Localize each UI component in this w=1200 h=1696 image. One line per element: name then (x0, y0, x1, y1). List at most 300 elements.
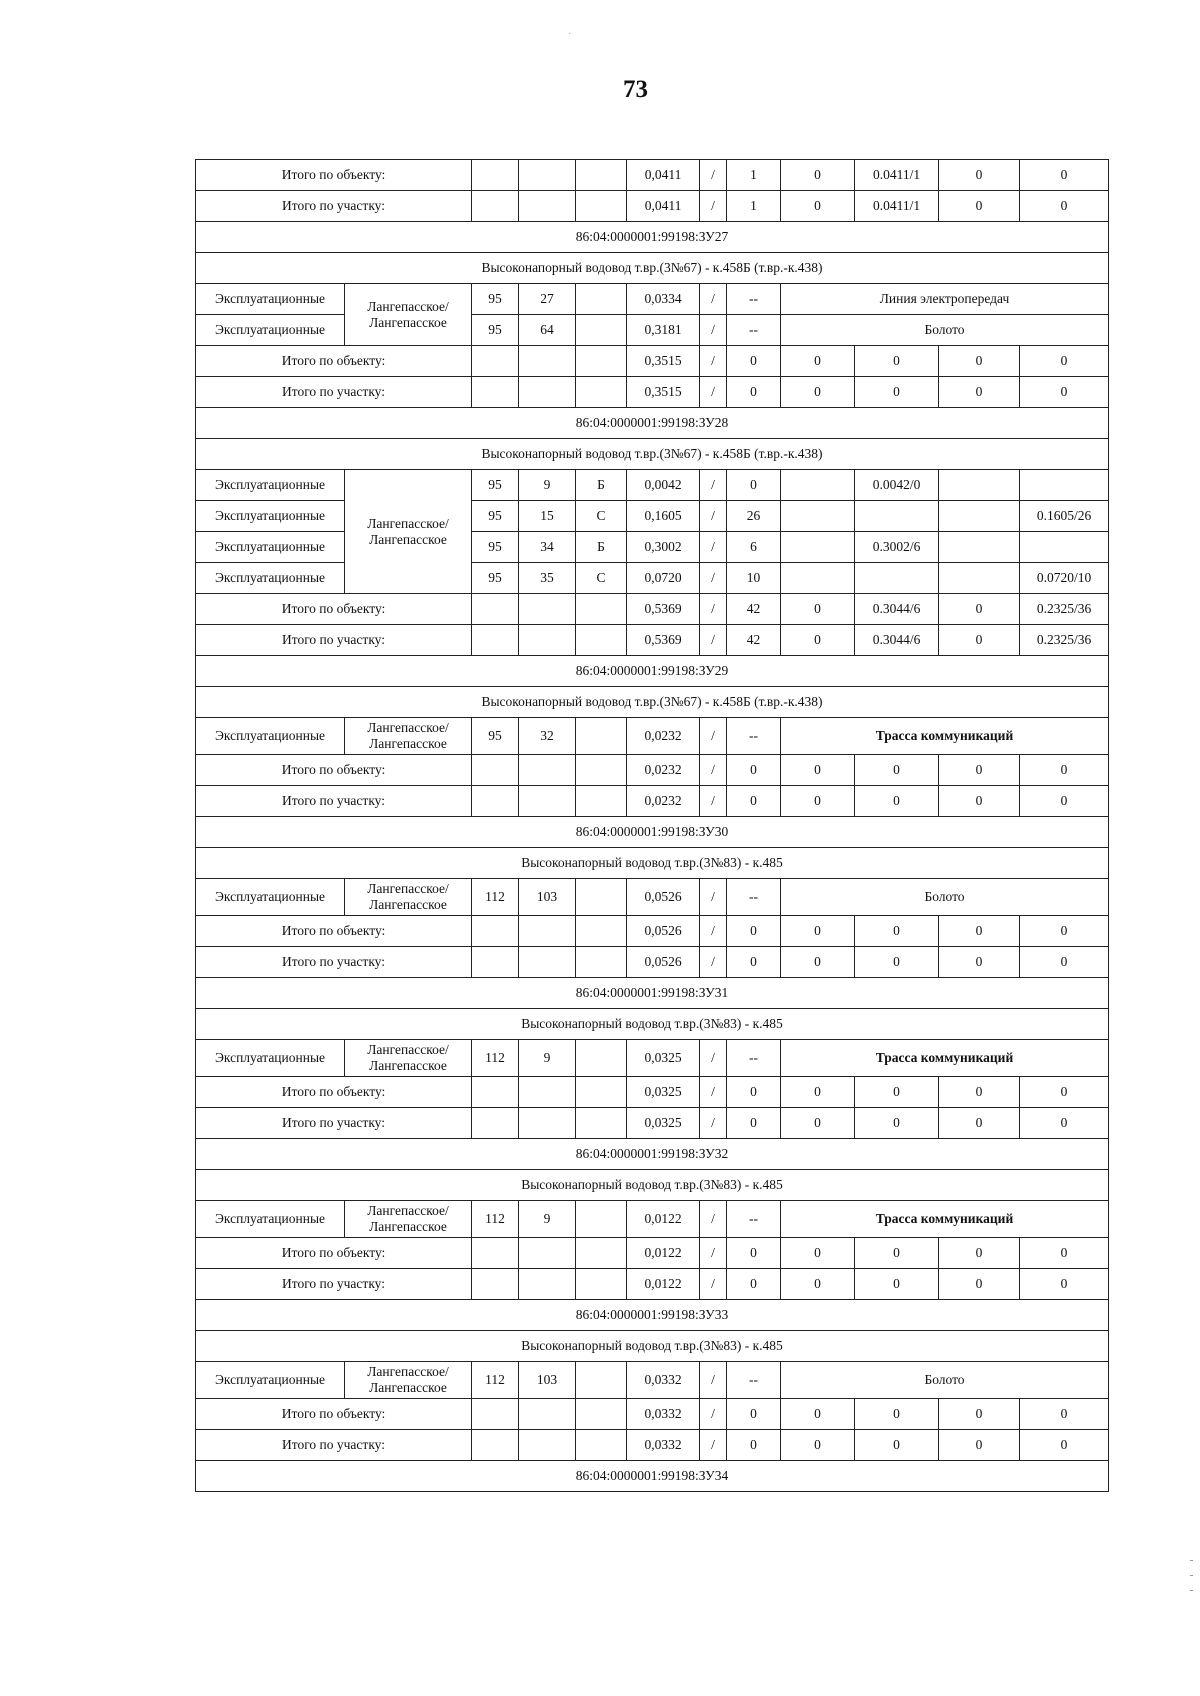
table-row (196, 563, 1109, 594)
district-cell: Лангепасское/ Лангепасское (345, 1201, 472, 1238)
slash-cell: / (700, 786, 727, 817)
total-label: Итого по объекту: (196, 755, 472, 786)
use-type-cell: Эксплуатационные (196, 879, 345, 916)
slash-cell: / (700, 284, 727, 315)
total-label: Итого по участку: (196, 1108, 472, 1139)
col4-cell: 0 (1020, 916, 1109, 947)
band-text: Высоконапорный водовод т.вр.(3№67) - к.458Б (т.вр.-к.438) (196, 687, 1109, 718)
col3-cell: 0 (939, 377, 1020, 408)
vyd-cell: 64 (519, 315, 576, 346)
area-cell: 0,0526 (627, 947, 700, 978)
area-cell: 0,3515 (627, 377, 700, 408)
use-type-cell: Эксплуатационные (196, 1362, 345, 1399)
slash-cell: / (700, 563, 727, 594)
table-row (196, 1201, 1109, 1238)
band-text: 86:04:0000001:99198:ЗУ34 (196, 1461, 1109, 1492)
col4-cell: 0 (1020, 1238, 1109, 1269)
vyd-cell: 103 (519, 1362, 576, 1399)
total-label: Итого по участку: (196, 625, 472, 656)
col1-cell: 0 (781, 947, 855, 978)
count-cell: 42 (727, 625, 781, 656)
vyd-cell (519, 1430, 576, 1461)
vyd-cell (519, 755, 576, 786)
table-body (196, 160, 1109, 1492)
col2-cell: 0.3044/6 (855, 625, 939, 656)
slash-cell: / (700, 346, 727, 377)
col1-cell: 0 (781, 191, 855, 222)
band-text: 86:04:0000001:99198:ЗУ30 (196, 817, 1109, 848)
col2-cell: 0 (855, 786, 939, 817)
area-cell: 0,0332 (627, 1362, 700, 1399)
col3-cell: 0 (939, 1077, 1020, 1108)
vyd-cell: 103 (519, 879, 576, 916)
total-row (196, 377, 1109, 408)
count-cell: -- (727, 284, 781, 315)
col1-cell (781, 501, 855, 532)
slash-cell: / (700, 1238, 727, 1269)
page-number: 73 (623, 76, 648, 103)
col4-cell: 0.2325/36 (1020, 625, 1109, 656)
col4-cell: 0.0720/10 (1020, 563, 1109, 594)
col2-cell: 0 (855, 916, 939, 947)
count-cell: 0 (727, 1399, 781, 1430)
note-cell: Линия электропередач (781, 284, 1109, 315)
count-cell: 0 (727, 755, 781, 786)
use-type-cell: Эксплуатационные (196, 1040, 345, 1077)
count-cell: -- (727, 1201, 781, 1238)
col4-cell: 0 (1020, 1269, 1109, 1300)
band-text: 86:04:0000001:99198:ЗУ33 (196, 1300, 1109, 1331)
kv-cell (472, 755, 519, 786)
cat-cell (576, 1238, 627, 1269)
slash-cell: / (700, 594, 727, 625)
col3-cell: 0 (939, 1238, 1020, 1269)
slash-cell: / (700, 916, 727, 947)
total-row (196, 1430, 1109, 1461)
col2-cell: 0 (855, 755, 939, 786)
area-cell: 0,3181 (627, 315, 700, 346)
band-row (196, 1009, 1109, 1040)
band-text: 86:04:0000001:99198:ЗУ31 (196, 978, 1109, 1009)
cat-cell (576, 879, 627, 916)
cat-cell: С (576, 563, 627, 594)
table-row (196, 315, 1109, 346)
vyd-cell: 27 (519, 284, 576, 315)
kv-cell: 112 (472, 1201, 519, 1238)
slash-cell: / (700, 1430, 727, 1461)
vyd-cell (519, 947, 576, 978)
total-row (196, 160, 1109, 191)
band-row (196, 253, 1109, 284)
col1-cell: 0 (781, 1399, 855, 1430)
use-type-cell: Эксплуатационные (196, 718, 345, 755)
vyd-cell (519, 377, 576, 408)
kv-cell: 95 (472, 284, 519, 315)
kv-cell: 95 (472, 501, 519, 532)
district-cell: Лангепасское/ Лангепасское (345, 284, 472, 346)
forest-plot-table (195, 159, 1109, 1492)
band-row (196, 1139, 1109, 1170)
slash-cell: / (700, 1108, 727, 1139)
cat-cell (576, 1269, 627, 1300)
col1-cell (781, 470, 855, 501)
slash-cell: / (700, 377, 727, 408)
table-row (196, 501, 1109, 532)
col2-cell (855, 563, 939, 594)
district-cell: Лангепасское/ Лангепасское (345, 879, 472, 916)
slash-cell: / (700, 1040, 727, 1077)
use-type-cell: Эксплуатационные (196, 532, 345, 563)
use-type-cell: Эксплуатационные (196, 563, 345, 594)
total-label: Итого по участку: (196, 786, 472, 817)
col4-cell: 0 (1020, 1108, 1109, 1139)
kv-cell (472, 594, 519, 625)
total-label: Итого по участку: (196, 1269, 472, 1300)
area-cell: 0,0325 (627, 1077, 700, 1108)
band-row (196, 687, 1109, 718)
cat-cell: Б (576, 532, 627, 563)
vyd-cell (519, 1399, 576, 1430)
total-label: Итого по участку: (196, 191, 472, 222)
count-cell: 0 (727, 1108, 781, 1139)
vyd-cell (519, 1238, 576, 1269)
count-cell: -- (727, 1040, 781, 1077)
kv-cell: 95 (472, 532, 519, 563)
use-type-cell: Эксплуатационные (196, 470, 345, 501)
col3-cell (939, 563, 1020, 594)
district-cell: Лангепасское/ Лангепасское (345, 1040, 472, 1077)
col4-cell: 0 (1020, 1077, 1109, 1108)
col2-cell: 0 (855, 1108, 939, 1139)
col2-cell: 0.0042/0 (855, 470, 939, 501)
band-row (196, 656, 1109, 687)
band-text: Высоконапорный водовод т.вр.(3№83) - к.485 (196, 1009, 1109, 1040)
col3-cell: 0 (939, 1430, 1020, 1461)
area-cell: 0,0232 (627, 786, 700, 817)
kv-cell: 112 (472, 1362, 519, 1399)
area-cell: 0,5369 (627, 594, 700, 625)
vyd-cell (519, 1269, 576, 1300)
count-cell: 1 (727, 191, 781, 222)
col4-cell: 0 (1020, 377, 1109, 408)
scan-artifact: · (568, 28, 572, 40)
cat-cell (576, 160, 627, 191)
slash-cell: / (700, 160, 727, 191)
col2-cell: 0 (855, 346, 939, 377)
total-row (196, 947, 1109, 978)
vyd-cell (519, 191, 576, 222)
area-cell: 0,0526 (627, 879, 700, 916)
table-row (196, 532, 1109, 563)
col4-cell: 0 (1020, 346, 1109, 377)
count-cell: 0 (727, 1238, 781, 1269)
col2-cell: 0.0411/1 (855, 191, 939, 222)
col1-cell: 0 (781, 1238, 855, 1269)
col4-cell: 0 (1020, 160, 1109, 191)
cat-cell (576, 1430, 627, 1461)
slash-cell: / (700, 1077, 727, 1108)
vyd-cell (519, 786, 576, 817)
band-row (196, 1461, 1109, 1492)
total-row (196, 1269, 1109, 1300)
district-cell: Лангепасское/ Лангепасское (345, 470, 472, 594)
col3-cell: 0 (939, 625, 1020, 656)
note-cell: Трасса коммуникаций (781, 1201, 1109, 1238)
col2-cell: 0 (855, 1238, 939, 1269)
col1-cell: 0 (781, 1430, 855, 1461)
kv-cell: 112 (472, 879, 519, 916)
count-cell: 26 (727, 501, 781, 532)
slash-cell: / (700, 1201, 727, 1238)
kv-cell: 95 (472, 315, 519, 346)
col3-cell (939, 470, 1020, 501)
col3-cell: 0 (939, 594, 1020, 625)
col3-cell: 0 (939, 1269, 1020, 1300)
table-row (196, 1040, 1109, 1077)
area-cell: 0,3515 (627, 346, 700, 377)
col3-cell: 0 (939, 160, 1020, 191)
col1-cell: 0 (781, 1108, 855, 1139)
area-cell: 0,0411 (627, 160, 700, 191)
cat-cell (576, 1108, 627, 1139)
area-cell: 0,0325 (627, 1040, 700, 1077)
band-text: Высоконапорный водовод т.вр.(3№67) - к.458Б (т.вр.-к.438) (196, 253, 1109, 284)
count-cell: 0 (727, 1077, 781, 1108)
slash-cell: / (700, 470, 727, 501)
col3-cell: 0 (939, 191, 1020, 222)
total-row (196, 755, 1109, 786)
area-cell: 0,0232 (627, 718, 700, 755)
cat-cell (576, 755, 627, 786)
count-cell: 42 (727, 594, 781, 625)
kv-cell (472, 1399, 519, 1430)
note-cell: Болото (781, 1362, 1109, 1399)
table-row (196, 879, 1109, 916)
col4-cell: 0 (1020, 755, 1109, 786)
count-cell: 0 (727, 1430, 781, 1461)
col1-cell: 0 (781, 755, 855, 786)
cat-cell (576, 1201, 627, 1238)
cat-cell (576, 1399, 627, 1430)
count-cell: 10 (727, 563, 781, 594)
col1-cell (781, 532, 855, 563)
cat-cell (576, 346, 627, 377)
total-label: Итого по участку: (196, 947, 472, 978)
col3-cell: 0 (939, 1108, 1020, 1139)
count-cell: 0 (727, 916, 781, 947)
col2-cell: 0 (855, 1269, 939, 1300)
area-cell: 0,0122 (627, 1269, 700, 1300)
col3-cell: 0 (939, 755, 1020, 786)
col3-cell: 0 (939, 786, 1020, 817)
band-row (196, 408, 1109, 439)
total-label: Итого по участку: (196, 377, 472, 408)
col4-cell (1020, 470, 1109, 501)
total-label: Итого по объекту: (196, 160, 472, 191)
col2-cell: 0.0411/1 (855, 160, 939, 191)
col1-cell: 0 (781, 160, 855, 191)
vyd-cell (519, 346, 576, 377)
total-row (196, 1108, 1109, 1139)
band-row (196, 817, 1109, 848)
slash-cell: / (700, 501, 727, 532)
count-cell: 0 (727, 346, 781, 377)
band-row (196, 1170, 1109, 1201)
kv-cell: 95 (472, 470, 519, 501)
count-cell: -- (727, 1362, 781, 1399)
kv-cell (472, 947, 519, 978)
band-text: Высоконапорный водовод т.вр.(3№83) - к.485 (196, 1170, 1109, 1201)
band-row (196, 1331, 1109, 1362)
col2-cell: 0.3044/6 (855, 594, 939, 625)
kv-cell (472, 1430, 519, 1461)
col2-cell: 0 (855, 377, 939, 408)
vyd-cell: 15 (519, 501, 576, 532)
kv-cell (472, 160, 519, 191)
slash-cell: / (700, 532, 727, 563)
cat-cell (576, 1040, 627, 1077)
col1-cell: 0 (781, 346, 855, 377)
vyd-cell (519, 1077, 576, 1108)
col3-cell: 0 (939, 916, 1020, 947)
vyd-cell: 9 (519, 470, 576, 501)
col3-cell: 0 (939, 346, 1020, 377)
col3-cell (939, 501, 1020, 532)
cat-cell (576, 1077, 627, 1108)
col4-cell: 0 (1020, 1430, 1109, 1461)
note-cell: Болото (781, 315, 1109, 346)
col2-cell: 0 (855, 1399, 939, 1430)
area-cell: 0,0526 (627, 916, 700, 947)
band-text: 86:04:0000001:99198:ЗУ29 (196, 656, 1109, 687)
total-row (196, 1238, 1109, 1269)
scan-edge-marks (1190, 1560, 1196, 1605)
cat-cell (576, 625, 627, 656)
cat-cell (576, 191, 627, 222)
count-cell: 0 (727, 377, 781, 408)
col2-cell: 0 (855, 1077, 939, 1108)
area-cell: 0,0720 (627, 563, 700, 594)
col1-cell: 0 (781, 1077, 855, 1108)
col2-cell (855, 501, 939, 532)
vyd-cell (519, 916, 576, 947)
slash-cell: / (700, 1399, 727, 1430)
slash-cell: / (700, 315, 727, 346)
cat-cell (576, 594, 627, 625)
band-text: 86:04:0000001:99198:ЗУ28 (196, 408, 1109, 439)
use-type-cell: Эксплуатационные (196, 501, 345, 532)
count-cell: 6 (727, 532, 781, 563)
area-cell: 0,1605 (627, 501, 700, 532)
area-cell: 0,0042 (627, 470, 700, 501)
slash-cell: / (700, 718, 727, 755)
area-cell: 0,5369 (627, 625, 700, 656)
slash-cell: / (700, 191, 727, 222)
kv-cell (472, 625, 519, 656)
count-cell: 0 (727, 470, 781, 501)
band-text: Высоконапорный водовод т.вр.(3№83) - к.485 (196, 848, 1109, 879)
col1-cell: 0 (781, 625, 855, 656)
district-cell: Лангепасское/ Лангепасское (345, 718, 472, 755)
total-label: Итого по объекту: (196, 594, 472, 625)
kv-cell (472, 191, 519, 222)
count-cell: -- (727, 315, 781, 346)
cat-cell: С (576, 501, 627, 532)
total-row (196, 625, 1109, 656)
band-text: Высоконапорный водовод т.вр.(3№83) - к.485 (196, 1331, 1109, 1362)
col3-cell: 0 (939, 1399, 1020, 1430)
band-row (196, 848, 1109, 879)
kv-cell (472, 1269, 519, 1300)
total-label: Итого по объекту: (196, 1077, 472, 1108)
slash-cell: / (700, 625, 727, 656)
table-row (196, 718, 1109, 755)
vyd-cell (519, 1108, 576, 1139)
cat-cell (576, 1362, 627, 1399)
area-cell: 0,0232 (627, 755, 700, 786)
col1-cell: 0 (781, 1269, 855, 1300)
col2-cell: 0 (855, 947, 939, 978)
total-label: Итого по объекту: (196, 1399, 472, 1430)
cat-cell (576, 315, 627, 346)
area-cell: 0,0122 (627, 1238, 700, 1269)
note-cell: Трасса коммуникаций (781, 718, 1109, 755)
kv-cell (472, 786, 519, 817)
col2-cell: 0 (855, 1430, 939, 1461)
band-row (196, 439, 1109, 470)
col1-cell: 0 (781, 786, 855, 817)
use-type-cell: Эксплуатационные (196, 1201, 345, 1238)
slash-cell: / (700, 755, 727, 786)
total-row (196, 916, 1109, 947)
col4-cell: 0 (1020, 191, 1109, 222)
vyd-cell: 9 (519, 1040, 576, 1077)
band-row (196, 978, 1109, 1009)
use-type-cell: Эксплуатационные (196, 315, 345, 346)
band-text: 86:04:0000001:99198:ЗУ32 (196, 1139, 1109, 1170)
vyd-cell: 34 (519, 532, 576, 563)
total-label: Итого по объекту: (196, 346, 472, 377)
col2-cell: 0.3002/6 (855, 532, 939, 563)
col4-cell: 0 (1020, 1399, 1109, 1430)
band-text: 86:04:0000001:99198:ЗУ27 (196, 222, 1109, 253)
count-cell: -- (727, 718, 781, 755)
total-row (196, 191, 1109, 222)
total-row (196, 346, 1109, 377)
district-cell: Лангепасское/ Лангепасское (345, 1362, 472, 1399)
col3-cell: 0 (939, 947, 1020, 978)
cat-cell (576, 284, 627, 315)
cat-cell (576, 377, 627, 408)
table-row (196, 1362, 1109, 1399)
note-cell: Трасса коммуникаций (781, 1040, 1109, 1077)
cat-cell (576, 718, 627, 755)
kv-cell (472, 1108, 519, 1139)
col4-cell: 0.2325/36 (1020, 594, 1109, 625)
count-cell: 0 (727, 1269, 781, 1300)
col1-cell (781, 563, 855, 594)
slash-cell: / (700, 879, 727, 916)
col1-cell: 0 (781, 916, 855, 947)
col4-cell (1020, 532, 1109, 563)
count-cell: 1 (727, 160, 781, 191)
kv-cell (472, 1077, 519, 1108)
cat-cell: Б (576, 470, 627, 501)
total-row (196, 786, 1109, 817)
col1-cell: 0 (781, 377, 855, 408)
total-row (196, 1077, 1109, 1108)
vyd-cell (519, 625, 576, 656)
